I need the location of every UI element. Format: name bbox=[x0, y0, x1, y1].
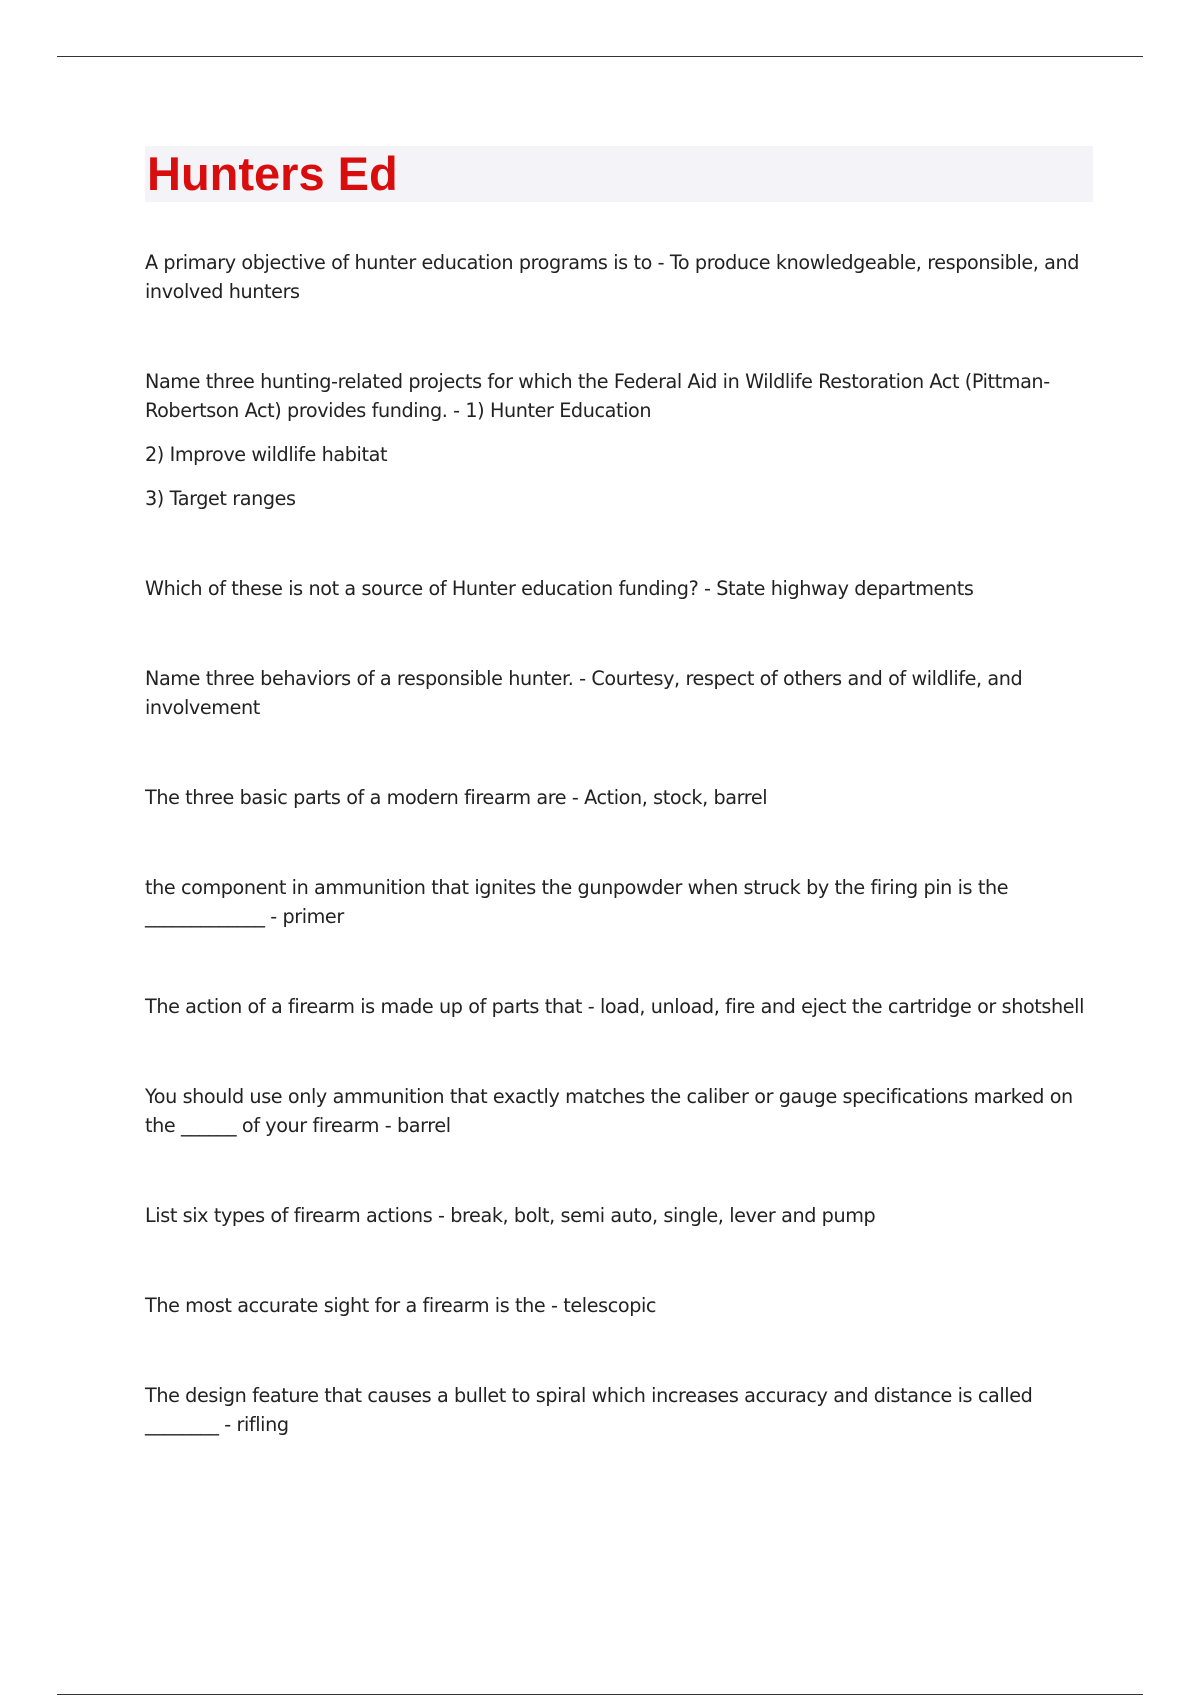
qa-text: Name three hunting-related projects for which the Federal Aid in Wildlife Restoration Act (Pittman-Robertson Act) provides funding. - 1) Hunter Education bbox=[145, 370, 1050, 422]
qa-extra-line: 3) Target ranges bbox=[145, 487, 296, 510]
document-body bbox=[145, 146, 1093, 1500]
qa-text: You should use only ammunition that exactly matches the caliber or gauge specifications marked on the ______ of your firearm - barrel bbox=[145, 1085, 1073, 1137]
qa-item bbox=[145, 1201, 1093, 1230]
qa-text: Which of these is not a source of Hunter education funding? - State highway departments bbox=[145, 577, 974, 600]
qa-item bbox=[145, 1381, 1093, 1439]
qa-item bbox=[145, 664, 1093, 722]
qa-text: Name three behaviors of a responsible hunter. - Courtesy, respect of others and of wildlife, and involvement bbox=[145, 667, 1023, 719]
qa-text: List six types of firearm actions - break, bolt, semi auto, single, lever and pump bbox=[145, 1204, 876, 1227]
qa-item bbox=[145, 1291, 1093, 1320]
qa-text: The action of a firearm is made up of parts that - load, unload, fire and eject the cartridge or shotshell bbox=[145, 995, 1085, 1018]
title-banner bbox=[145, 146, 1093, 202]
qa-text: A primary objective of hunter education programs is to - To produce knowledgeable, responsible, and involved hunters bbox=[145, 251, 1080, 303]
qa-text: The most accurate sight for a firearm is the - telescopic bbox=[145, 1294, 657, 1317]
qa-item bbox=[145, 248, 1093, 306]
question-answer-list bbox=[145, 248, 1093, 1439]
qa-item bbox=[145, 367, 1093, 513]
qa-text: The design feature that causes a bullet to spiral which increases accuracy and distance is called ________ - rifling bbox=[145, 1384, 1033, 1436]
qa-item bbox=[145, 873, 1093, 931]
qa-extra-line: 2) Improve wildlife habitat bbox=[145, 443, 388, 466]
qa-item bbox=[145, 783, 1093, 812]
bottom-divider bbox=[57, 1694, 1143, 1695]
qa-item bbox=[145, 1082, 1093, 1140]
qa-text: The three basic parts of a modern firearm are - Action, stock, barrel bbox=[145, 786, 768, 809]
document-title: Hunters Ed bbox=[147, 147, 398, 200]
top-divider bbox=[57, 56, 1143, 57]
qa-text: the component in ammunition that ignites the gunpowder when struck by the firing pin is the _____________ - primer bbox=[145, 876, 1009, 928]
qa-item bbox=[145, 992, 1093, 1021]
qa-item bbox=[145, 574, 1093, 603]
